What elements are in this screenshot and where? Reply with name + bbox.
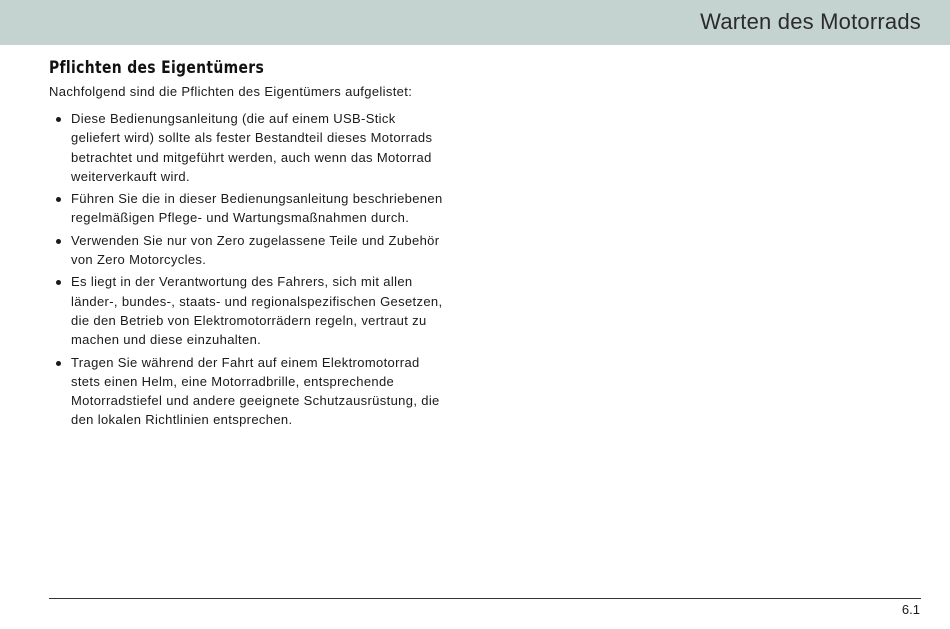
intro-text: Nachfolgend sind die Pflichten des Eigentümers aufgelistet: — [49, 84, 413, 99]
list-item-text: geliefert wird) sollte als fester Bestandteil dieses Motorrads — [71, 130, 433, 146]
list-item-text: weiterverkauft wird. — [71, 168, 190, 184]
page-number: 6.1 — [901, 602, 920, 617]
list-item-text: regelmäßigen Pflege- und Wartungsmaßnahmen durch. — [71, 210, 410, 226]
list-item-text: den lokalen Richtlinien entsprechen. — [71, 412, 293, 428]
list-item-text: länder-, bundes-, staats- und regionalspezifischen Gesetzen, — [71, 293, 443, 309]
bullet-icon — [56, 197, 61, 202]
list-item — [49, 353, 489, 430]
bullet-icon — [56, 117, 61, 122]
bullet-icon — [56, 361, 61, 366]
list-item — [49, 189, 489, 228]
bullet-icon — [56, 239, 61, 244]
bullet-icon — [56, 280, 61, 285]
chapter-title: Warten des Motorrads — [700, 9, 921, 34]
list-item — [49, 272, 489, 349]
list-item-text: stets einen Helm, eine Motorradbrille, entsprechende — [71, 373, 395, 389]
list-item-text: Führen Sie die in dieser Bedienungsanleitung beschriebenen — [71, 191, 443, 207]
list-item — [49, 109, 489, 186]
list-item-text: die den Betrieb von Elektromotorrädern regeln, vertraut zu — [71, 312, 427, 328]
list-item-text: Es liegt in der Verantwortung des Fahrers, sich mit allen — [71, 274, 413, 290]
list-item-text: Verwenden Sie nur von Zero zugelassene Teile und Zubehör — [71, 232, 440, 248]
section-title: Pflichten des Eigentümers — [49, 58, 265, 78]
list-item-text: Diese Bedienungsanleitung (die auf einem USB-Stick — [71, 111, 396, 126]
list-item — [49, 231, 489, 270]
list-item-text: von Zero Motorcycles. — [71, 252, 207, 268]
page-content — [49, 55, 489, 433]
list-item-text: machen und diese einzuhalten. — [71, 332, 262, 348]
duties-list — [49, 109, 489, 430]
list-item-text: Motorradstiefel und andere geeignete Schutzausrüstung, die — [71, 393, 440, 409]
header-bar — [0, 0, 950, 45]
list-item-text: Tragen Sie während der Fahrt auf einem Elektromotorrad — [71, 354, 420, 370]
footer-divider — [49, 598, 921, 599]
list-item-text: betrachtet und mitgeführt werden, auch wenn das Motorrad — [71, 149, 432, 165]
